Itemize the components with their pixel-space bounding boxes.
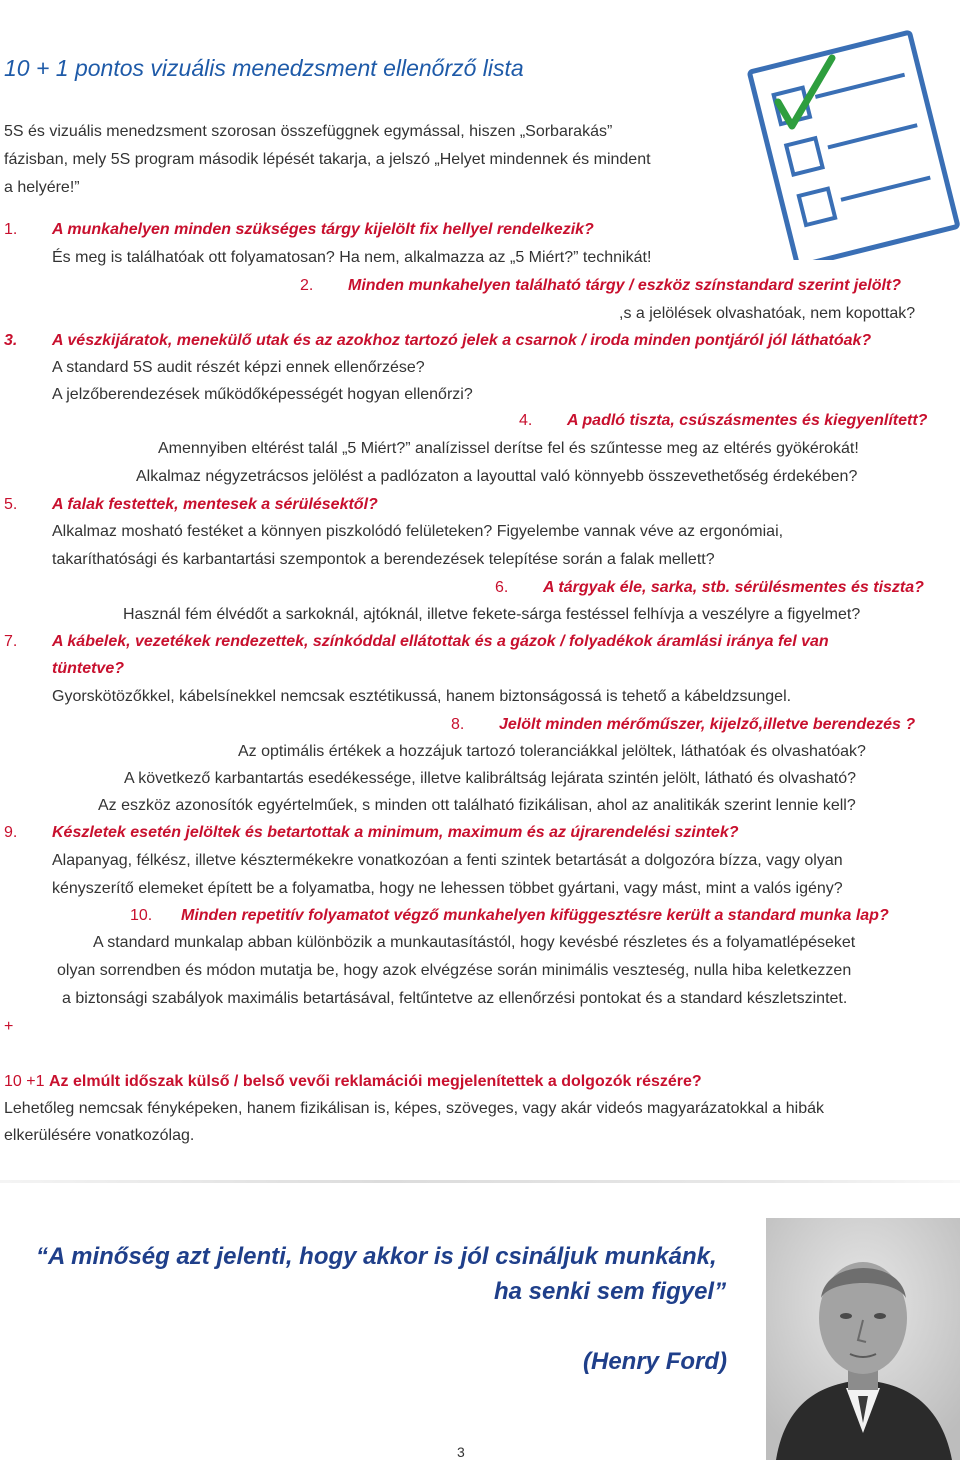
item-heading: A padló tiszta, csúszásmentes és kiegyenlített? [567,412,928,429]
item-heading: Minden munkahelyen található tárgy / eszköz színstandard szerint jelölt? [348,277,902,294]
plus-marker: + [4,1018,14,1035]
item-text: A standard 5S audit részét képzi ennek ellenőrzése? [52,359,425,376]
item-number: 1. [4,221,18,238]
item-heading: A kábelek, vezetékek rendezettek, színkóddal ellátottak és a gázok / folyadékok áramlási iránya fel van [52,633,829,650]
item-heading: A tárgyak éle, sarka, stb. sérülésmentes és tiszta? [543,579,924,596]
item-number: 5. [4,496,18,513]
item-text: Az optimális értékek a hozzájuk tartozó toleranciákkal jelöltek, láthatóak és olvashatóak? [238,743,866,760]
item-text: Gyorskötözőkkel, kábelsínekkel nemcsak esztétikussá, hanem biztonságossá is tehető a kábeldzsungel. [52,688,792,705]
item-text: A jelzőberendezések működőképességét hogyan ellenőrzi? [52,386,473,403]
item-text: Alkalmaz négyzetrácsos jelölést a padlózaton a layouttal való könnyebb összevethetőség érdekében? [136,468,858,485]
item-number: 3. [4,332,18,349]
item-heading: A munkahelyen minden szükséges tárgy kijelölt fix hellyel rendelkezik? [52,221,594,238]
item-text: Használ fém élvédőt a sarkoknál, ajtóknál, illetve fekete-sárga festéssel felhívja a veszélyre a figyelmet? [123,606,861,623]
extra-heading: Az elmúlt időszak külső / belső vevői reklamációi megjelenítettek a dolgozók részére? [49,1073,702,1090]
item-heading: Minden repetitív folyamatot végző munkahelyen kifüggesztésre került a standard munka lap? [181,907,889,924]
item-heading: A vészkijáratok, menekülő utak és az azokhoz tartozó jelek a csarnok / iroda minden pontjáról jól láthatóak? [52,332,872,349]
extra-number: 10 +1 [4,1073,45,1090]
item-text: Az eszköz azonosítók egyértelműek, s minden ott található fizikálisan, ahol az analitikák szerint lennie kell? [98,797,856,814]
item-text: És meg is találhatóak ott folyamatosan? Ha nem, alkalmazza az „5 Miért?” technikát! [52,249,652,266]
extra-text: Lehetőleg nemcsak fényképeken, hanem fizikálisan is, képes, szöveges, vagy akár videós magyarázatokkal a hibák [4,1100,825,1117]
quote-author: (Henry Ford) [583,1348,727,1375]
quote-line: “A minőség azt jelenti, hogy akkor is jól csináljuk munkánk, [36,1243,717,1270]
intro-line: fázisban, mely 5S program második lépését takarja, a jelszó „Helyet mindennek és mindent [4,151,651,168]
divider [0,1180,960,1183]
item-text: Amennyiben eltérést talál „5 Miért?” analízissel derítse fel és szűntesse meg az eltérés gyökérokát! [158,440,859,457]
page-title: 10 + 1 pontos vizuális menedzsment ellenőrző lista [4,55,524,81]
item-number: 6. [495,579,509,596]
item-number: 9. [4,824,18,841]
item-heading: Jelölt minden mérőműszer, kijelző,illetve berendezés ? [499,716,916,733]
item-text: takaríthatósági és karbantartási szempontok a berendezések telepítése során a falak mellett? [52,551,715,568]
item-text: A következő karbantartás esedékessége, illetve kalibráltság lejárata szintén jelölt, látható és olvasható? [124,770,856,787]
item-number: 4. [519,412,533,429]
item-heading-cont: tüntetve? [52,660,124,677]
item-text: kényszerítő elemeket épített be a folyamatba, hogy ne lehessen többet gyártani, vagy mást, mint a valós igény? [52,880,843,897]
item-text: ,s a jelölések olvashatóak, nem kopottak? [619,305,916,322]
item-number: 7. [4,633,18,650]
extra-text: elkerülésére vonatkozólag. [4,1127,195,1144]
item-text: A standard munkalap abban különbözik a munkautasítástól, hogy kevésbé részletes és a folyamatlépéseket [93,934,856,951]
page-number: 3 [457,1444,465,1460]
intro-line: 5S és vizuális menedzsment szorosan összefüggnek egymással, hiszen „Sorbarakás” [4,123,613,140]
quote-line: ha senki sem figyel” [494,1278,727,1305]
portrait-photo [766,1218,960,1460]
item-heading: Készletek esetén jelöltek és betartottak a minimum, maximum és az újrarendelési szintek? [52,824,739,841]
intro-line: a helyére!” [4,179,80,196]
checklist-icon [740,30,960,260]
item-text: Alapanyag, félkész, illetve késztermékekre vonatkozóan a fenti szintek betartását a dolgozóra bízza, vagy olyan [52,852,843,869]
item-number: 10. [130,907,153,924]
item-text: olyan sorrendben és módon mutatja be, hogy azok elvégzése során minimális veszteség, nulla hiba keletkezzen [57,962,852,979]
item-number: 2. [300,277,314,294]
item-text: Alkalmaz mosható festéket a könnyen piszkolódó felületeken? Figyelembe vannak véve az ergonómiai, [52,523,784,540]
item-heading: A falak festettek, mentesek a sérülésektől? [52,496,378,513]
item-text: a biztonsági szabályok maximális betartásával, feltűntetve az ellenőrzési pontokat és a standard készletszintet. [62,990,848,1007]
item-number: 8. [451,716,465,733]
